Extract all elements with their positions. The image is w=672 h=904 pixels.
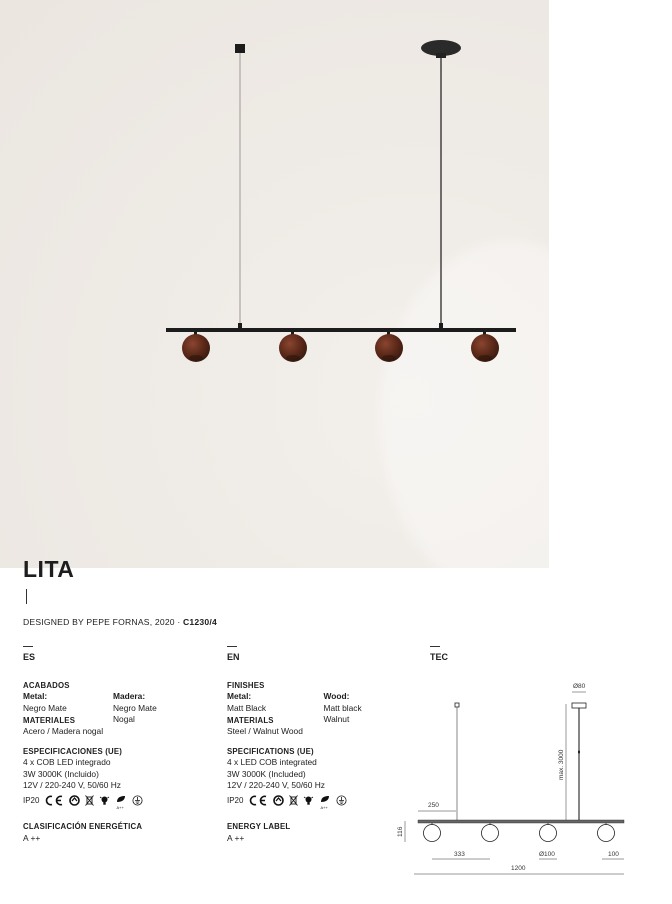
es-metal-label: Metal: bbox=[23, 691, 48, 701]
dim-canopy: Ø80 bbox=[573, 683, 586, 690]
tec-dash bbox=[430, 646, 440, 647]
english-column bbox=[227, 646, 422, 844]
es-metal-value: Negro Mate bbox=[23, 702, 67, 713]
recycle-icon bbox=[273, 795, 284, 806]
en-header: EN bbox=[227, 652, 240, 662]
globe-3 bbox=[375, 332, 403, 362]
en-metal-label: Metal: bbox=[227, 691, 252, 701]
en-spec-3: 12V / 220-240 V, 50/60 Hz bbox=[227, 780, 325, 790]
es-wood-value-2: Nogal bbox=[113, 714, 135, 724]
es-spec-1: 4 x COB LED integrado bbox=[23, 757, 111, 767]
product-title: LITA bbox=[23, 556, 75, 582]
lamp-bar bbox=[166, 328, 516, 332]
tec-canopy-right bbox=[572, 703, 586, 708]
es-energy-label: CLASIFICACIÓN ENERGÉTICA bbox=[23, 822, 143, 831]
en-energy-label: ENERGY LABEL bbox=[227, 822, 291, 831]
tec-header: TEC bbox=[430, 652, 448, 662]
es-spec-2: 3W 3000K (Incluido) bbox=[23, 768, 99, 779]
en-metal-value: Matt Black bbox=[227, 702, 267, 713]
energy-class-icon bbox=[115, 795, 127, 810]
es-energy-value: A ++ bbox=[23, 832, 41, 843]
es-header: ES bbox=[23, 652, 36, 662]
en-energy-small: A++ bbox=[320, 804, 328, 810]
technical-column bbox=[430, 646, 630, 680]
recycle-icon bbox=[69, 795, 80, 806]
dim-globe-diameter: Ø100 bbox=[539, 851, 555, 858]
dim-total-length: 1200 bbox=[511, 865, 526, 872]
en-dash bbox=[227, 646, 237, 647]
weee-bin-icon bbox=[289, 795, 298, 806]
en-ip-rating: IP20 bbox=[227, 795, 244, 805]
ce-mark-icon bbox=[248, 795, 268, 806]
es-materials-value: Acero / Madera nogal bbox=[23, 726, 104, 736]
dim-333: 333 bbox=[454, 851, 465, 858]
dim-116: 116 bbox=[397, 826, 404, 837]
weee-bin-icon bbox=[85, 795, 94, 806]
product-code: C1230/4 bbox=[183, 617, 217, 627]
bulb-icon bbox=[99, 795, 110, 806]
en-wood-value-1: Matt black bbox=[323, 702, 362, 713]
en-finishes-label: FINISHES bbox=[227, 680, 265, 690]
en-wood-value-2: Walnut bbox=[323, 714, 350, 724]
globe-2 bbox=[279, 332, 307, 362]
en-energy-value: A ++ bbox=[227, 832, 245, 843]
title-divider bbox=[26, 589, 27, 604]
es-energy-small: A++ bbox=[116, 804, 124, 810]
es-dash bbox=[23, 646, 33, 647]
dim-max-length: max. 3000 bbox=[558, 749, 565, 780]
tec-globe-3 bbox=[540, 825, 557, 842]
en-spec-2: 3W 3000K (Included) bbox=[227, 768, 306, 779]
es-materials-label: MATERIALES bbox=[23, 715, 76, 725]
en-specs-label: SPECIFICATIONS (UE) bbox=[227, 746, 314, 756]
en-materials-value: Steel / Walnut Wood bbox=[227, 726, 303, 736]
es-spec-3: 12V / 220-240 V, 50/60 Hz bbox=[23, 780, 121, 790]
spanish-column bbox=[23, 646, 218, 844]
tec-globe-1 bbox=[424, 825, 441, 842]
tec-canopy-left bbox=[455, 703, 459, 707]
designer-text: DESIGNED BY PEPE FORNAS, 2020 · bbox=[23, 617, 184, 627]
es-wood-label: Madera: bbox=[113, 691, 146, 701]
tec-bar bbox=[418, 820, 624, 823]
dim-100: 100 bbox=[608, 851, 619, 858]
dim-250: 250 bbox=[428, 802, 439, 809]
en-spec-1: 4 x LED COB integrated bbox=[227, 757, 317, 767]
left-canopy bbox=[235, 44, 245, 53]
globe-1 bbox=[182, 332, 210, 362]
es-ip-rating: IP20 bbox=[23, 795, 40, 805]
es-cert-icons bbox=[23, 795, 218, 810]
ce-mark-icon bbox=[44, 795, 64, 806]
class-ii-icon bbox=[336, 795, 347, 806]
tec-globe-2 bbox=[482, 825, 499, 842]
bulb-icon bbox=[303, 795, 314, 806]
en-wood-label: Wood: bbox=[323, 691, 350, 701]
technical-drawing bbox=[396, 680, 632, 880]
es-specs-label: ESPECIFICACIONES (UE) bbox=[23, 746, 123, 756]
class-ii-icon bbox=[132, 795, 143, 806]
energy-class-icon bbox=[319, 795, 331, 810]
tec-globe-4 bbox=[598, 825, 615, 842]
en-cert-icons bbox=[227, 795, 422, 810]
es-finishes-label: ACABADOS bbox=[23, 680, 70, 690]
en-materials-label: MATERIALS bbox=[227, 715, 274, 725]
es-wood-value-1: Negro Mate bbox=[113, 702, 157, 713]
designer-line bbox=[23, 617, 217, 627]
globe-4 bbox=[471, 332, 499, 362]
